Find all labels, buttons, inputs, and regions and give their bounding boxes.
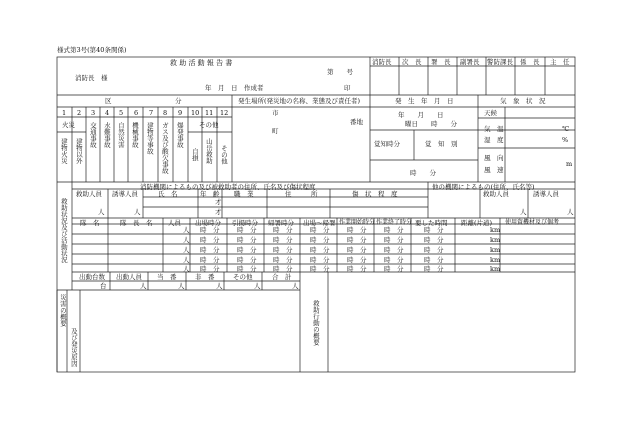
other-rescued-unit: 人 [520, 208, 527, 216]
occurred-date: 年 月 日 [398, 111, 444, 119]
team-header-elapsed: 要した時間 [415, 219, 448, 227]
occurred-label: 発 生 年 月 日 [395, 97, 454, 105]
team-person-unit: 人 [183, 246, 190, 254]
report-number: 第 号 [327, 68, 353, 76]
team-withdraw-time: 時 分 [237, 236, 257, 244]
team-depart-time: 時 分 [200, 236, 220, 244]
city-label: 市 [272, 109, 279, 117]
other-guided-label: 誘導人員 [533, 190, 559, 198]
form-number: 様式第3号(第40条関係) [57, 46, 127, 54]
team-duration-time: 時 分 [310, 265, 330, 273]
team-header-return: 帰署時分 [268, 219, 294, 227]
team-elapsed-time: 時 分 [424, 236, 444, 244]
team-depart-time: 時 分 [200, 246, 220, 254]
team-header-name: 隊 名 [80, 219, 100, 227]
injury-label: 傷 状 程 度 [352, 190, 398, 198]
num-12: 12 [220, 109, 229, 117]
approval-station-chief: 署 長 [431, 58, 451, 66]
count-unit-off-duty: 人 [216, 282, 223, 290]
water-accident-label: 水難事故 [102, 122, 111, 148]
team-person-unit: 人 [183, 265, 190, 273]
team-work-end-time: 時 分 [384, 256, 404, 264]
natural-disaster-label: 自然災害 [116, 122, 125, 148]
team-return-time: 時 分 [273, 246, 293, 254]
fire-label: 火災 [62, 121, 75, 129]
team-header-depart: 出場時分 [195, 219, 221, 227]
count-unit-staff: 人 [140, 282, 147, 290]
team-header-work-start: 作業開始時分 [339, 219, 376, 226]
humidity-unit: % [562, 136, 569, 144]
team-withdraw-time: 時 分 [237, 265, 257, 273]
count-header-on-duty: 当 番 [157, 273, 177, 281]
temp-label: 気 温 [484, 125, 504, 133]
team-work-end-time: 時 分 [384, 246, 404, 254]
num-5: 5 [119, 109, 124, 117]
age-label: 年 齢 [200, 190, 220, 198]
other-guided-unit: 人 [567, 208, 574, 216]
traffic-accident-label: 交通事故 [88, 122, 97, 148]
team-withdraw-time: 時 分 [237, 256, 257, 264]
count-header-total: 合 計 [272, 273, 292, 281]
rescue-by-other-label: 他の機関によるもの(住所、氏名等) [432, 183, 535, 191]
team-person-unit: 人 [183, 226, 190, 234]
team-return-time: 時 分 [273, 236, 293, 244]
num-6: 6 [134, 109, 139, 117]
team-duration-time: 時 分 [310, 226, 330, 234]
building-accident-label: 建物等事故 [145, 122, 154, 155]
wind-speed-label: 風 速 [484, 166, 504, 174]
count-header-off-duty: 非 番 [195, 273, 215, 281]
team-person-unit: 人 [183, 236, 190, 244]
num-1: 1 [62, 109, 67, 117]
team-work-start-time: 時 分 [347, 265, 367, 273]
disaster-cause-label: 及び発災原因 [69, 328, 78, 367]
approval-manager: 主 任 [550, 58, 570, 66]
temp-unit: ℃ [562, 125, 570, 133]
team-withdraw-time: 時 分 [237, 246, 257, 254]
team-header-withdraw: 引揚時分 [232, 219, 258, 227]
other-head-label: その他 [199, 121, 219, 129]
team-withdraw-time: 時 分 [237, 226, 257, 234]
rescue-by-fire-label: 消防機関によるもの及び被救助者の住所、氏名及び傷状程度 [140, 183, 316, 191]
building-fire-label: 建物火災 [59, 138, 68, 164]
approval-deputy: 次 長 [402, 58, 422, 66]
date-author-line: 年 月 日 作成者 [205, 84, 264, 92]
addressee: 消防長 様 [75, 74, 108, 82]
approval-chief: 消防長 [372, 58, 392, 66]
approval-section-chief: 警防課長 [487, 58, 513, 66]
ku-label: 区 [105, 97, 112, 105]
team-elapsed-time: 時 分 [424, 256, 444, 264]
team-return-time: 時 分 [273, 265, 293, 273]
job-label: 職 業 [234, 190, 254, 198]
weather-label: 気 象 状 況 [500, 97, 546, 105]
num-7: 7 [149, 109, 154, 117]
team-duration-time: 時 分 [310, 246, 330, 254]
team-work-start-time: 時 分 [347, 256, 367, 264]
team-depart-time: 時 分 [200, 256, 220, 264]
town-label: 町 [272, 127, 279, 135]
team-person-unit: 人 [183, 256, 190, 264]
rescue-section-label: 救助状況及び活動状況 [59, 198, 68, 263]
machine-accident-label: 機械事故 [130, 122, 139, 148]
team-header-equipment: 使用資機材及び個考 [505, 219, 560, 226]
rescued-unit: 人 [98, 208, 105, 216]
team-work-start-time: 時 分 [347, 236, 367, 244]
approval-supervisor: 係 長 [520, 58, 540, 66]
team-header-people: 人員 [168, 219, 181, 227]
team-work-end-time: 時 分 [384, 265, 404, 273]
humidity-label: 湿 度 [484, 136, 504, 144]
aware-time-label: 覚知時分 [374, 140, 400, 148]
count-header-other: その他 [233, 273, 253, 281]
team-return-time: 時 分 [273, 256, 293, 264]
aware-method-label: 覚 知 別 [425, 140, 458, 148]
bun-label: 分 [175, 97, 182, 105]
other-rescued-label: 救助人員 [483, 190, 509, 198]
seal-mark: 印 [344, 84, 351, 92]
address-label: 住 所 [285, 190, 318, 198]
suicide-label: 自損 [190, 148, 199, 161]
guided-staff-label: 誘導人員 [112, 190, 138, 198]
count-header-vehicles: 出動台数 [79, 273, 105, 281]
num-3: 3 [91, 109, 96, 117]
team-elapsed-time: 時 分 [424, 265, 444, 273]
non-building-label: 建物以外 [74, 138, 83, 164]
count-unit-other: 人 [254, 282, 261, 290]
num-9: 9 [178, 109, 183, 117]
team-header-distance: 距離(片道) [461, 219, 493, 227]
team-header-work-end: 作業終了時分 [376, 219, 413, 226]
num-4: 4 [105, 109, 110, 117]
disaster-summary-label: 災害の概要 [58, 294, 67, 327]
count-unit-on-duty: 人 [178, 282, 185, 290]
team-work-end-time: 時 分 [384, 236, 404, 244]
other-label: その他 [219, 145, 228, 165]
count-unit-vehicles: 台 [100, 282, 107, 290]
team-depart-time: 時 分 [200, 226, 220, 234]
wind-direction-label: 風 向 [484, 154, 504, 162]
team-header-duration: 出場～帰署 [303, 219, 336, 227]
explosion-accident-label: 爆発事故 [175, 122, 184, 148]
age-unit-2: 才 [215, 208, 222, 216]
team-depart-time: 時 分 [200, 265, 220, 273]
gas-accident-label: ガス及び酸欠事故 [160, 122, 169, 174]
form-title: 救 助 活 動 報 告 書 [170, 59, 233, 67]
team-work-start-time: 時 分 [347, 226, 367, 234]
activity-summary-label: 救助行動の概要 [311, 300, 320, 346]
mountain-label: 山岳救助 [204, 138, 213, 164]
occurred-weekday-time: 曜日 時 分 [405, 120, 457, 128]
team-distance-unit: km [490, 226, 501, 234]
num-2: 2 [77, 109, 82, 117]
rescued-staff-label: 救助人員 [76, 190, 102, 198]
team-elapsed-time: 時 分 [424, 246, 444, 254]
team-work-start-time: 時 分 [347, 246, 367, 254]
wind-unit: m [566, 160, 573, 168]
name-label: 氏 名 [158, 190, 178, 198]
team-distance-unit: km [490, 256, 501, 264]
age-unit-1: 才 [215, 198, 222, 206]
team-work-end-time: 時 分 [384, 226, 404, 234]
team-distance-unit: km [490, 236, 501, 244]
aware-time-value: 時 分 [410, 169, 436, 177]
num-8: 8 [163, 109, 168, 117]
team-return-time: 時 分 [273, 226, 293, 234]
team-distance-unit: km [490, 246, 501, 254]
num-10: 10 [191, 109, 200, 117]
approval-vice-chief: 副署長 [460, 58, 480, 66]
location-label: 発生場所(発災地の名称、業態及び責任者) [238, 97, 361, 105]
team-header-leader: 隊 長 名 [120, 219, 153, 227]
team-elapsed-time: 時 分 [424, 226, 444, 234]
team-duration-time: 時 分 [310, 256, 330, 264]
count-header-staff: 出動人員 [116, 273, 142, 281]
num-11: 11 [205, 109, 214, 117]
sky-label: 天候 [484, 109, 497, 117]
count-unit-total: 人 [292, 282, 299, 290]
team-distance-unit: km [490, 265, 501, 273]
guided-unit: 人 [134, 208, 141, 216]
banchi-label: 番地 [350, 118, 363, 126]
team-duration-time: 時 分 [310, 236, 330, 244]
